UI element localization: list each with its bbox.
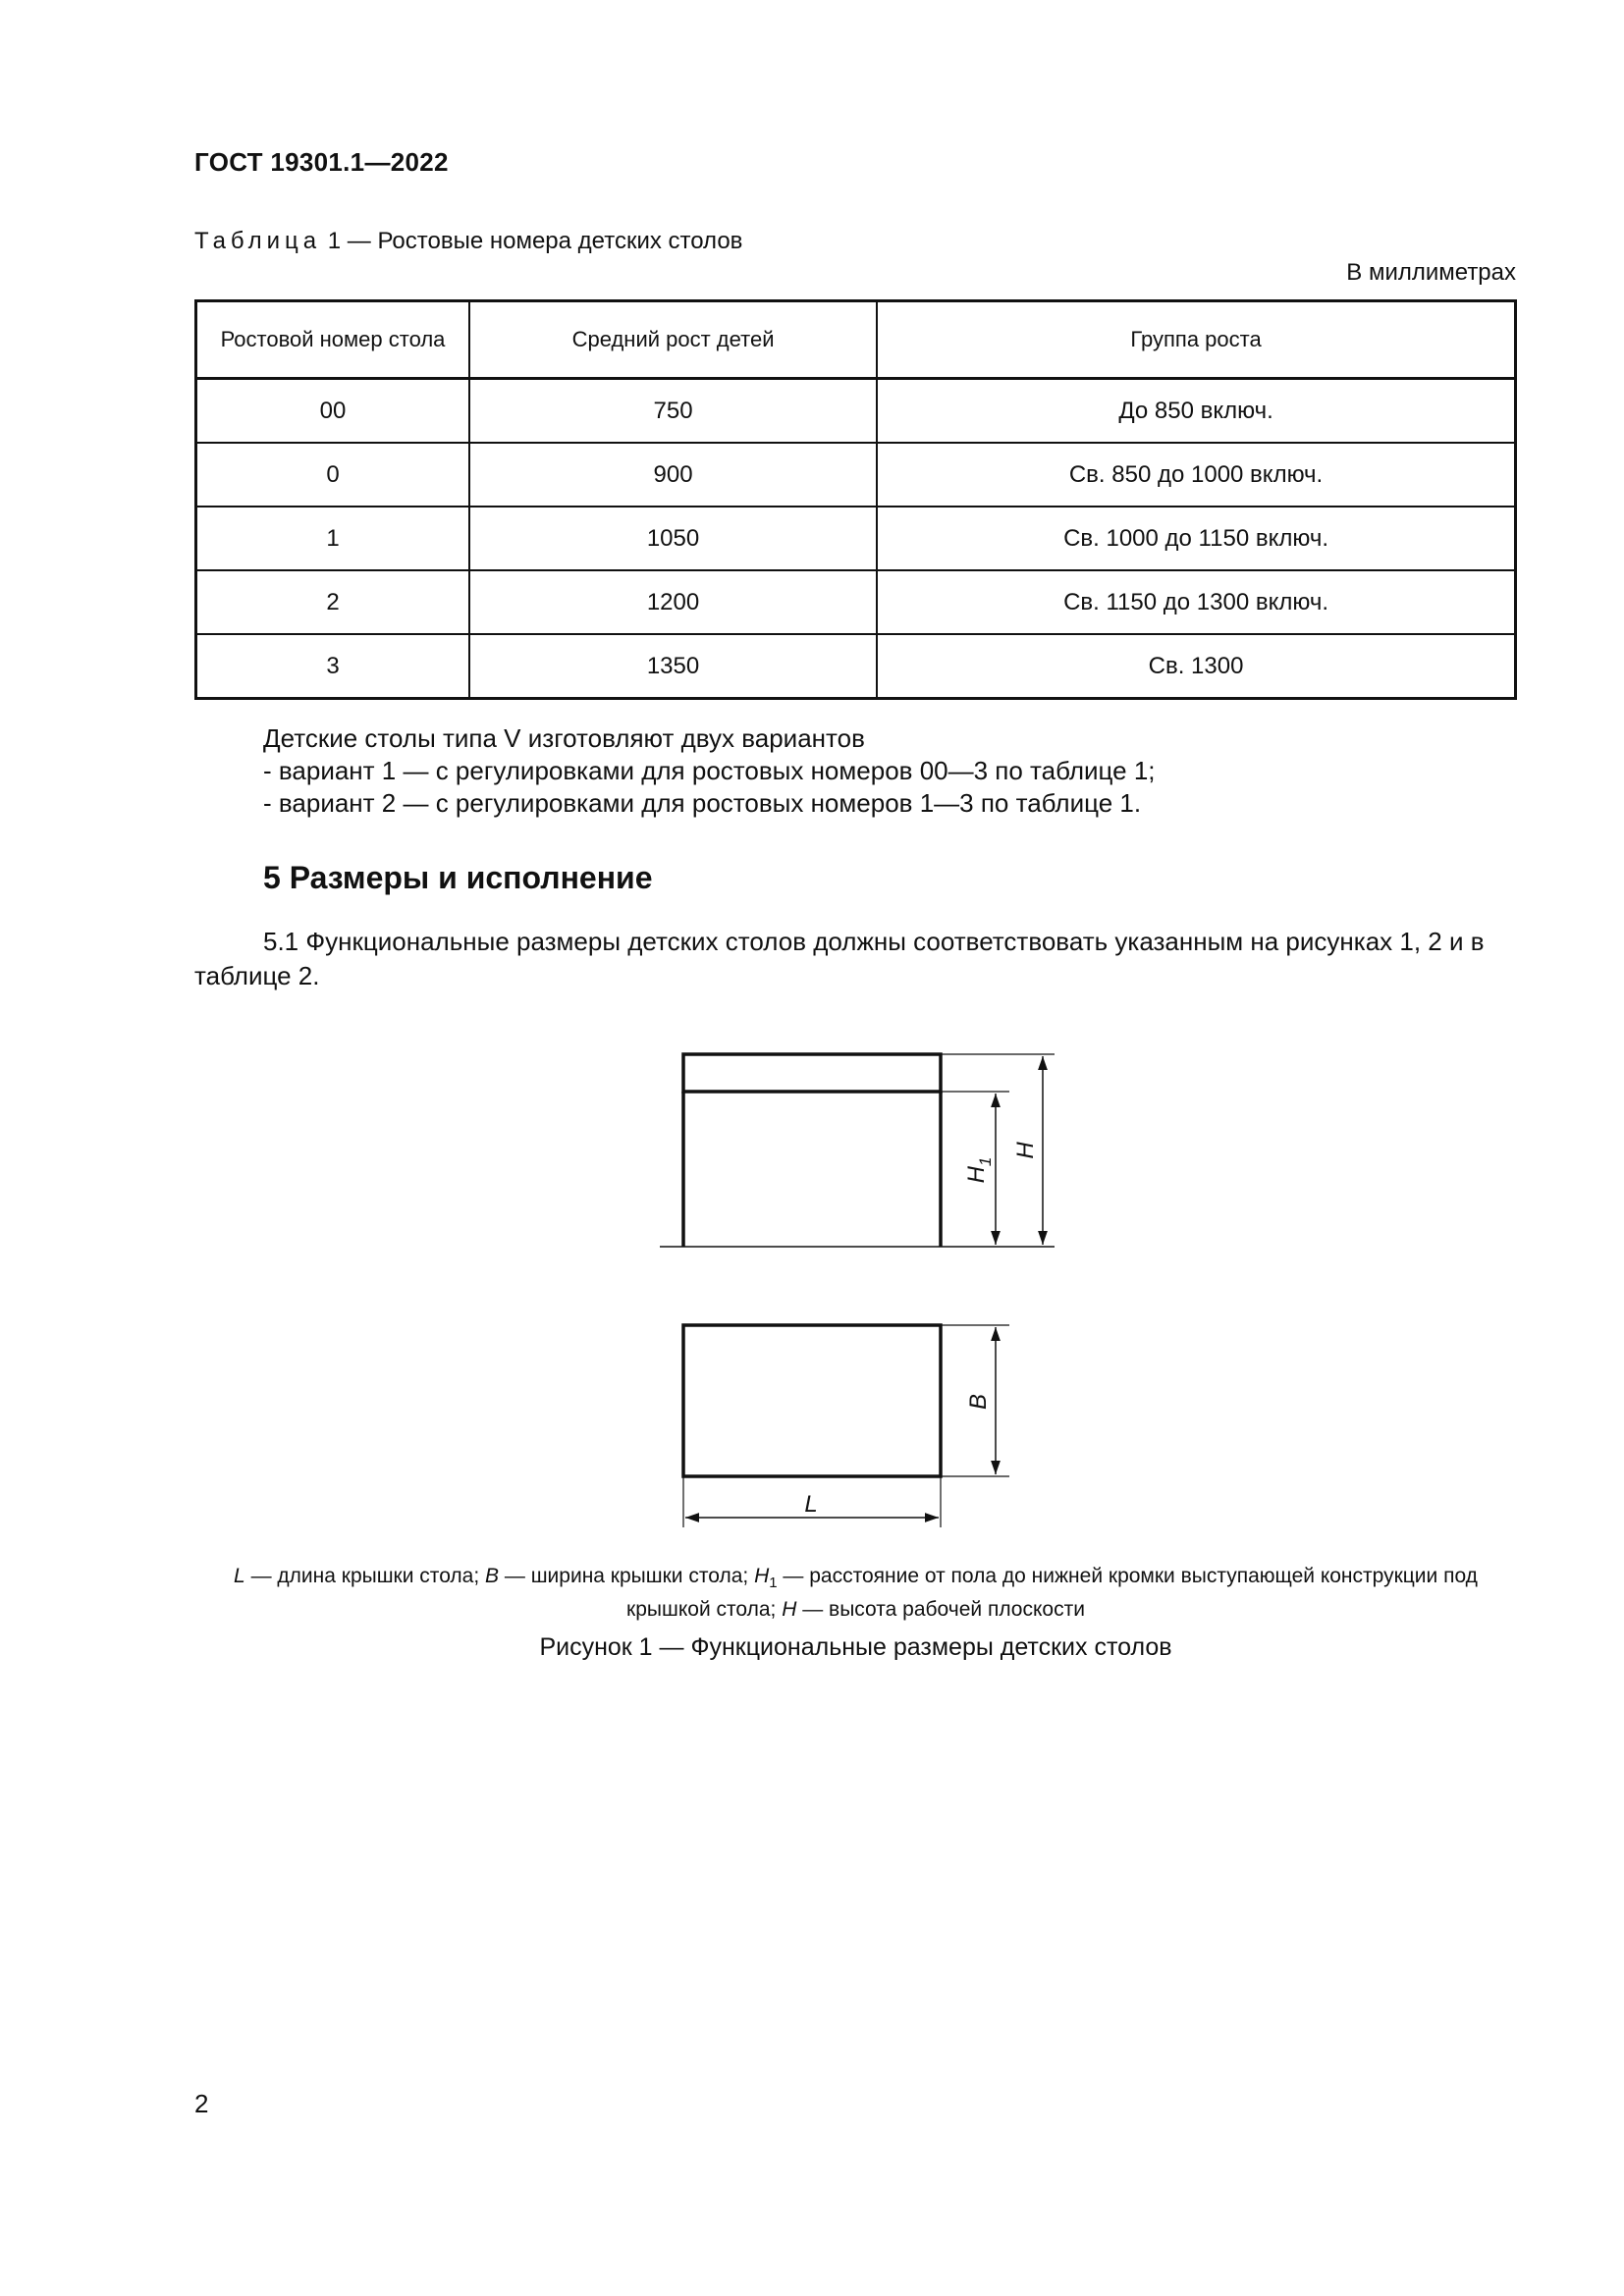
table-cell: 00 [196, 379, 469, 444]
top-view [683, 1325, 1009, 1527]
table-cell: 1 [196, 507, 469, 570]
h-label: H [1012, 1142, 1039, 1159]
column-header: Средний рост детей [469, 301, 877, 379]
variant-item: - вариант 2 — с регулировками для ростовых номеров 1—3 по таблице 1. [263, 788, 1142, 818]
figure-title: Рисунок 1 — Функциональные размеры детских столов [539, 1633, 1172, 1661]
table-cell: Св. 1000 до 1150 включ. [877, 507, 1515, 570]
column-header: Группа роста [877, 301, 1515, 379]
legend-symbol: H [754, 1565, 770, 1587]
legend-text: — ширина крышки стола; [499, 1565, 755, 1587]
table-units: В миллиметрах [1346, 259, 1516, 286]
table-cell: 1350 [469, 634, 877, 699]
page-number: 2 [194, 2089, 209, 2118]
table-cell: 900 [469, 443, 877, 507]
table-cell: 2 [196, 570, 469, 634]
h1-label: $H_1$ [963, 1156, 995, 1184]
table-cell: 0 [196, 443, 469, 507]
table-top-front [683, 1054, 941, 1092]
front-view [660, 1054, 1055, 1247]
column-header: Ростовой номер стола [196, 301, 469, 379]
table-caption-word: Таблица [194, 228, 322, 254]
table-cell: 1050 [469, 507, 877, 570]
table-top-plan [683, 1325, 941, 1476]
section-heading: 5 Размеры и исполнение [263, 860, 653, 895]
legend-subscript: 1 [769, 1575, 778, 1592]
l-label: L [804, 1491, 818, 1518]
clause-5-1: 5.1 Функциональные размеры детских столов должны соответствовать указанным на рисунках 1, 2 и в таблице 2. [194, 927, 1485, 990]
table-caption-text: 1 — Ростовые номера детских столов [327, 228, 743, 254]
table-cell: 1200 [469, 570, 877, 634]
table-cell: До 850 включ. [877, 379, 1515, 444]
legend-symbol: B [485, 1565, 500, 1587]
legend-symbol: H [782, 1598, 797, 1622]
variants-intro: Детские столы типа V изготовляют двух вариантов [263, 723, 865, 753]
figure-legend [194, 1563, 1517, 1623]
table-cell: 750 [469, 379, 877, 444]
table-cell: Св. 1300 [877, 634, 1515, 699]
legend-symbol: L [234, 1565, 245, 1587]
table-cell: Св. 1150 до 1300 включ. [877, 570, 1515, 634]
legend-text: — высота рабочей плоскости [796, 1598, 1085, 1622]
document-code: ГОСТ 19301.1—2022 [194, 147, 449, 177]
legend-text: — расстояние от пола до нижней кромки выступающей конструкции под крышкой стола; [626, 1565, 1478, 1622]
table-cell: 3 [196, 634, 469, 699]
b-label: B [965, 1393, 992, 1411]
variant-item: - вариант 1 — с регулировками для ростовых номеров 00—3 по таблице 1; [263, 756, 1156, 785]
legend-text: — длина крышки стола; [244, 1565, 486, 1587]
table-cell: Св. 850 до 1000 включ. [877, 443, 1515, 507]
